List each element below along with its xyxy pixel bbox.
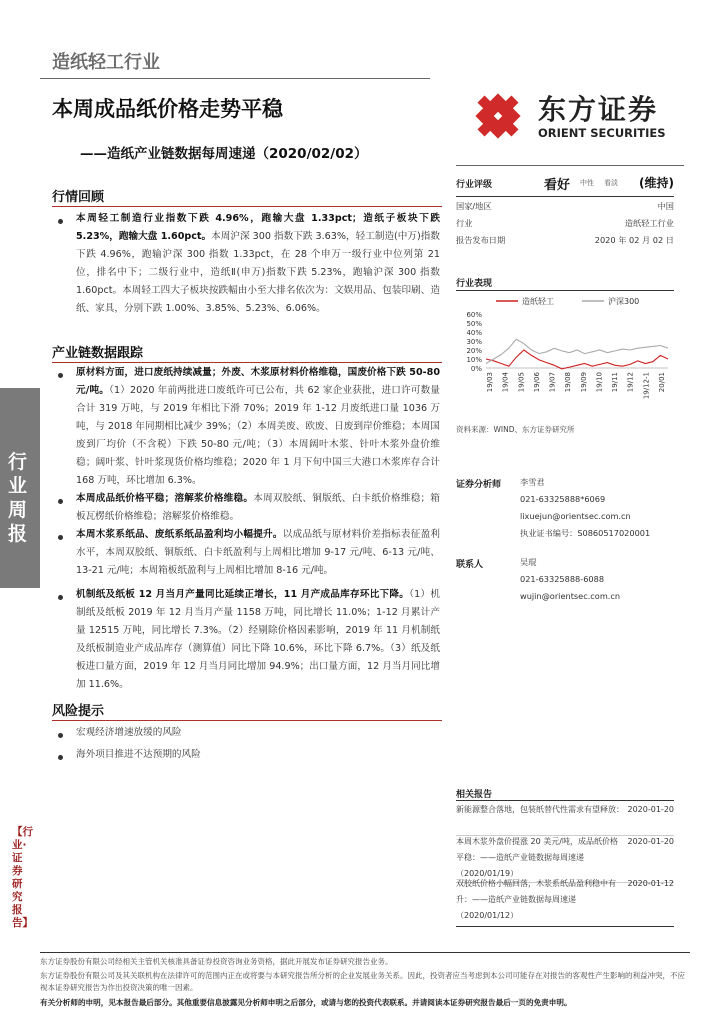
y-tick-label: 30%	[466, 338, 482, 346]
x-tick-label: 19/03	[486, 372, 494, 393]
y-tick-label: 50%	[466, 320, 482, 328]
logo-en: ORIENT SECURITIES	[538, 126, 666, 140]
y-tick-label: 0%	[470, 365, 482, 373]
legend-label: 造纸轻工	[522, 297, 554, 306]
performance-divider	[456, 290, 674, 291]
orient-logo-icon	[470, 88, 526, 144]
rating-divider	[456, 196, 674, 197]
related-report-1[interactable]: 新能源整合落地，包装纸替代性需求有望释放： 2020-01-20	[456, 805, 674, 814]
rating-label: 行业评级	[456, 180, 493, 190]
bullet-dot	[58, 595, 63, 600]
y-tick-label: 10%	[466, 356, 482, 364]
analyst-name: 李雪君	[520, 477, 545, 487]
related-title: 相关报告	[456, 790, 493, 800]
tracking-paragraph-1: 原材料方面，进口废纸持续减量；外废、木浆原材料价格维稳，国废价格下跌 50-80 元/吨。（1）2020 年前两批进口废纸许可已公布，共 62 家企业获批，进口许可数量合计 319 万吨，与 2019 年相比下滑 70%；2019 年 1-12 月废纸进口量 1036 万吨，与 2018 年同期相比减少 39%；（2）本周美废、欧废、日废到岸价维稳；本周国废到厂均价（不含税）下跌 50-80 元/吨；（3）本周阔叶木浆、针叶木浆外盘价维稳；阔叶浆、针叶浆现货价格均维稳；2020 年 1 月下旬中国三大港口木浆库存合计 168 万吨，环比增加 6.3%。	[76, 367, 440, 486]
side-bottom-label: 【行业·证券研究报告】	[12, 826, 33, 929]
analyst-license: 执业证书编号：S0860517020001	[520, 528, 651, 538]
contact-phone: 021-63325888-6088	[520, 574, 605, 584]
contact-email[interactable]: wujin@orientsec.com.cn	[520, 591, 621, 601]
series-line	[486, 339, 668, 363]
x-tick-label: 20/01	[658, 372, 666, 393]
related-divider	[456, 800, 674, 801]
related-report-3[interactable]: 双胶纸价格小幅回落，木浆系纸品盈利稳中有升：——造纸产业链数据每周速递（2020/01/12） 2020-01-12	[456, 879, 674, 920]
related-bottom-divider	[456, 926, 674, 927]
analyst-email[interactable]: lixuejun@orientsec.com.cn	[520, 511, 631, 521]
logo-divider	[456, 165, 684, 166]
x-tick-label: 19/07	[548, 372, 557, 393]
rating-box	[456, 174, 674, 194]
legend-label: 沪深300	[608, 297, 640, 306]
contact-label: 联系人	[456, 560, 484, 570]
logo	[470, 88, 700, 148]
y-tick-label: 20%	[466, 347, 482, 355]
page-title: 本周成品纸价格走势平稳	[52, 97, 283, 121]
y-tick-label: 40%	[466, 329, 482, 337]
header-divider	[40, 78, 430, 79]
tracking-paragraph-2: 本周成品纸价格平稳；溶解浆价格维稳。本周双胶纸、铜版纸、白卡纸价格维稳；箱板瓦楞纸价格维稳；溶解浆价格维稳。	[76, 493, 440, 522]
x-tick-label: 19/08	[564, 372, 573, 393]
tracking-paragraph-3: 本周木浆系纸品、废纸系纸品盈利均小幅提升。以成品纸与原材料价差指标表征盈利水平，本周双胶纸、铜版纸、白卡纸盈利与上周相比增加 9-17 元/吨、6-13 元/吨、13-21 元/吨；本周箱板纸盈利与上周相比增加 8-16 元/吨。	[76, 529, 441, 576]
chart-source: 资料来源：WIND、东方证券研究所	[456, 425, 575, 434]
bullet-dot	[58, 373, 63, 378]
category-label: 造纸轻工行业	[52, 52, 160, 73]
meta-row-country: 国家/地区 中国	[456, 201, 674, 211]
tracking-paragraph-4: 机制纸及纸板 12 月当月产量同比延续正增长，11 月产成品库存环比下降。（1）机制纸及纸板 2019 年 12 月当月产量 1158 万吨，同比增长 11.0%；1-12 月累计产量 12515 万吨，同比增长 7.3%。（2）经剔除价格因素影响，2019 年 11 月机制纸及纸板制造业产成品库存（测算值）同比下降 10.6%，环比下降 6.7%。（3）纸及纸板进口量方面，2019 年 12 月当月同比增加 94.9%；出口量方面，12 月当月同比增加 11.6%。	[76, 589, 440, 690]
rating-maintain: (维持)	[639, 176, 674, 190]
x-tick-label: 19/10	[595, 372, 604, 393]
market-review-paragraph	[76, 210, 440, 318]
x-tick-label: 19/12-1	[642, 372, 651, 400]
x-tick-label: 19/12	[626, 372, 635, 393]
y-tick-label: 60%	[466, 311, 482, 319]
x-tick-label: 19/06	[532, 372, 541, 393]
series-line	[486, 350, 668, 369]
contact-name: 吴琨	[520, 557, 537, 567]
page-subtitle: ——造纸产业链数据每周速递（2020/02/02）	[80, 146, 368, 162]
x-tick-label: 19/05	[517, 372, 526, 393]
performance-title: 行业表现	[456, 279, 493, 289]
bullet-dot	[58, 755, 63, 760]
section-market-review: 行情回顾	[52, 190, 105, 205]
footer-disclaimer: 有关分析师的申明，见本报告最后部分。其他重要信息披露见分析师申明之后部分，或请与您的投资代表联系。并请阅读本证券研究报告最后一页的免责申明。	[40, 998, 572, 1007]
market-review-text: 本周沪深 300 指数下跌 3.63%，轻工制造(中万)指数下跌 4.96%，跑输沪深 300 指数 1.33pct，在 28 个申万一级行业中位列第 21 位，排名中下；二级行业中，造纸Ⅱ(申万)指数下跌 5.23%，跑输沪深 300 指数 1.60pct。本周轻工四大子板块按跌幅由小至大排名依次为：文娱用品、包装印刷、造纸、家具，分别下跌 1.00%、3.85%、5.23%、6.06%。	[76, 231, 440, 314]
rating-value: 看好	[544, 178, 571, 193]
x-tick-label: 19/11	[611, 372, 620, 393]
x-tick-label: 19/09	[579, 372, 588, 393]
bullet-dot	[58, 219, 63, 224]
side-tab-label: 行业周报	[8, 451, 28, 545]
footer-divider	[40, 952, 690, 953]
bullet-dot	[58, 733, 63, 738]
market-review-bold: 本周轻工制造行业指数下跌 4.96%，跑输大盘 1.33pct；造纸子板块下跌 5.23%，跑输大盘 1.60pct。	[76, 213, 440, 242]
section-risk: 风险提示	[52, 704, 105, 719]
section-divider	[52, 206, 442, 207]
risk-item: 宏观经济增速放缓的风险	[76, 727, 182, 738]
bullet-dot	[58, 535, 63, 540]
risk-item: 海外项目推进不达预期的风险	[76, 749, 201, 760]
section-divider	[52, 720, 442, 721]
footer-line2: 东方证券股份有限公司及其关联机构在法律许可的范围内正在或将要与本研究报告所分析的企业发展业务关系。因此，投资者应当考虑到本公司可能存在对报告的客观性产生影响的利益冲突，不应视本证券研究报告为作出投资决策的唯一因素。	[40, 971, 685, 992]
bullet-dot	[58, 499, 63, 504]
performance-chart	[456, 294, 676, 414]
footer-line1: 东方证券股份有限公司经相关主管机关核准具备证券投资咨询业务资格，据此开展发布证券研究报告业务。	[40, 957, 393, 966]
meta-row-industry: 行业 造纸轻工行业	[456, 218, 674, 228]
rating-opt2: 看淡	[604, 179, 618, 187]
x-tick-label: 19/04	[501, 372, 510, 393]
logo-cn: 东方证券	[538, 93, 659, 126]
section-industry-tracking: 产业链数据跟踪	[52, 346, 144, 361]
meta-row-date: 报告发布日期 2020 年 02 月 02 日	[456, 235, 674, 245]
analyst-label: 证券分析师	[456, 480, 502, 490]
section-divider	[52, 362, 442, 363]
rating-opt1: 中性	[580, 179, 594, 187]
analyst-phone: 021-63325888*6069	[520, 494, 606, 504]
related-report-2[interactable]: 本周木浆外盘价提涨 20 美元/吨，成品纸价格平稳：——造纸产业链数据每周速递（2020/01/19） 2020-01-20	[456, 837, 674, 878]
